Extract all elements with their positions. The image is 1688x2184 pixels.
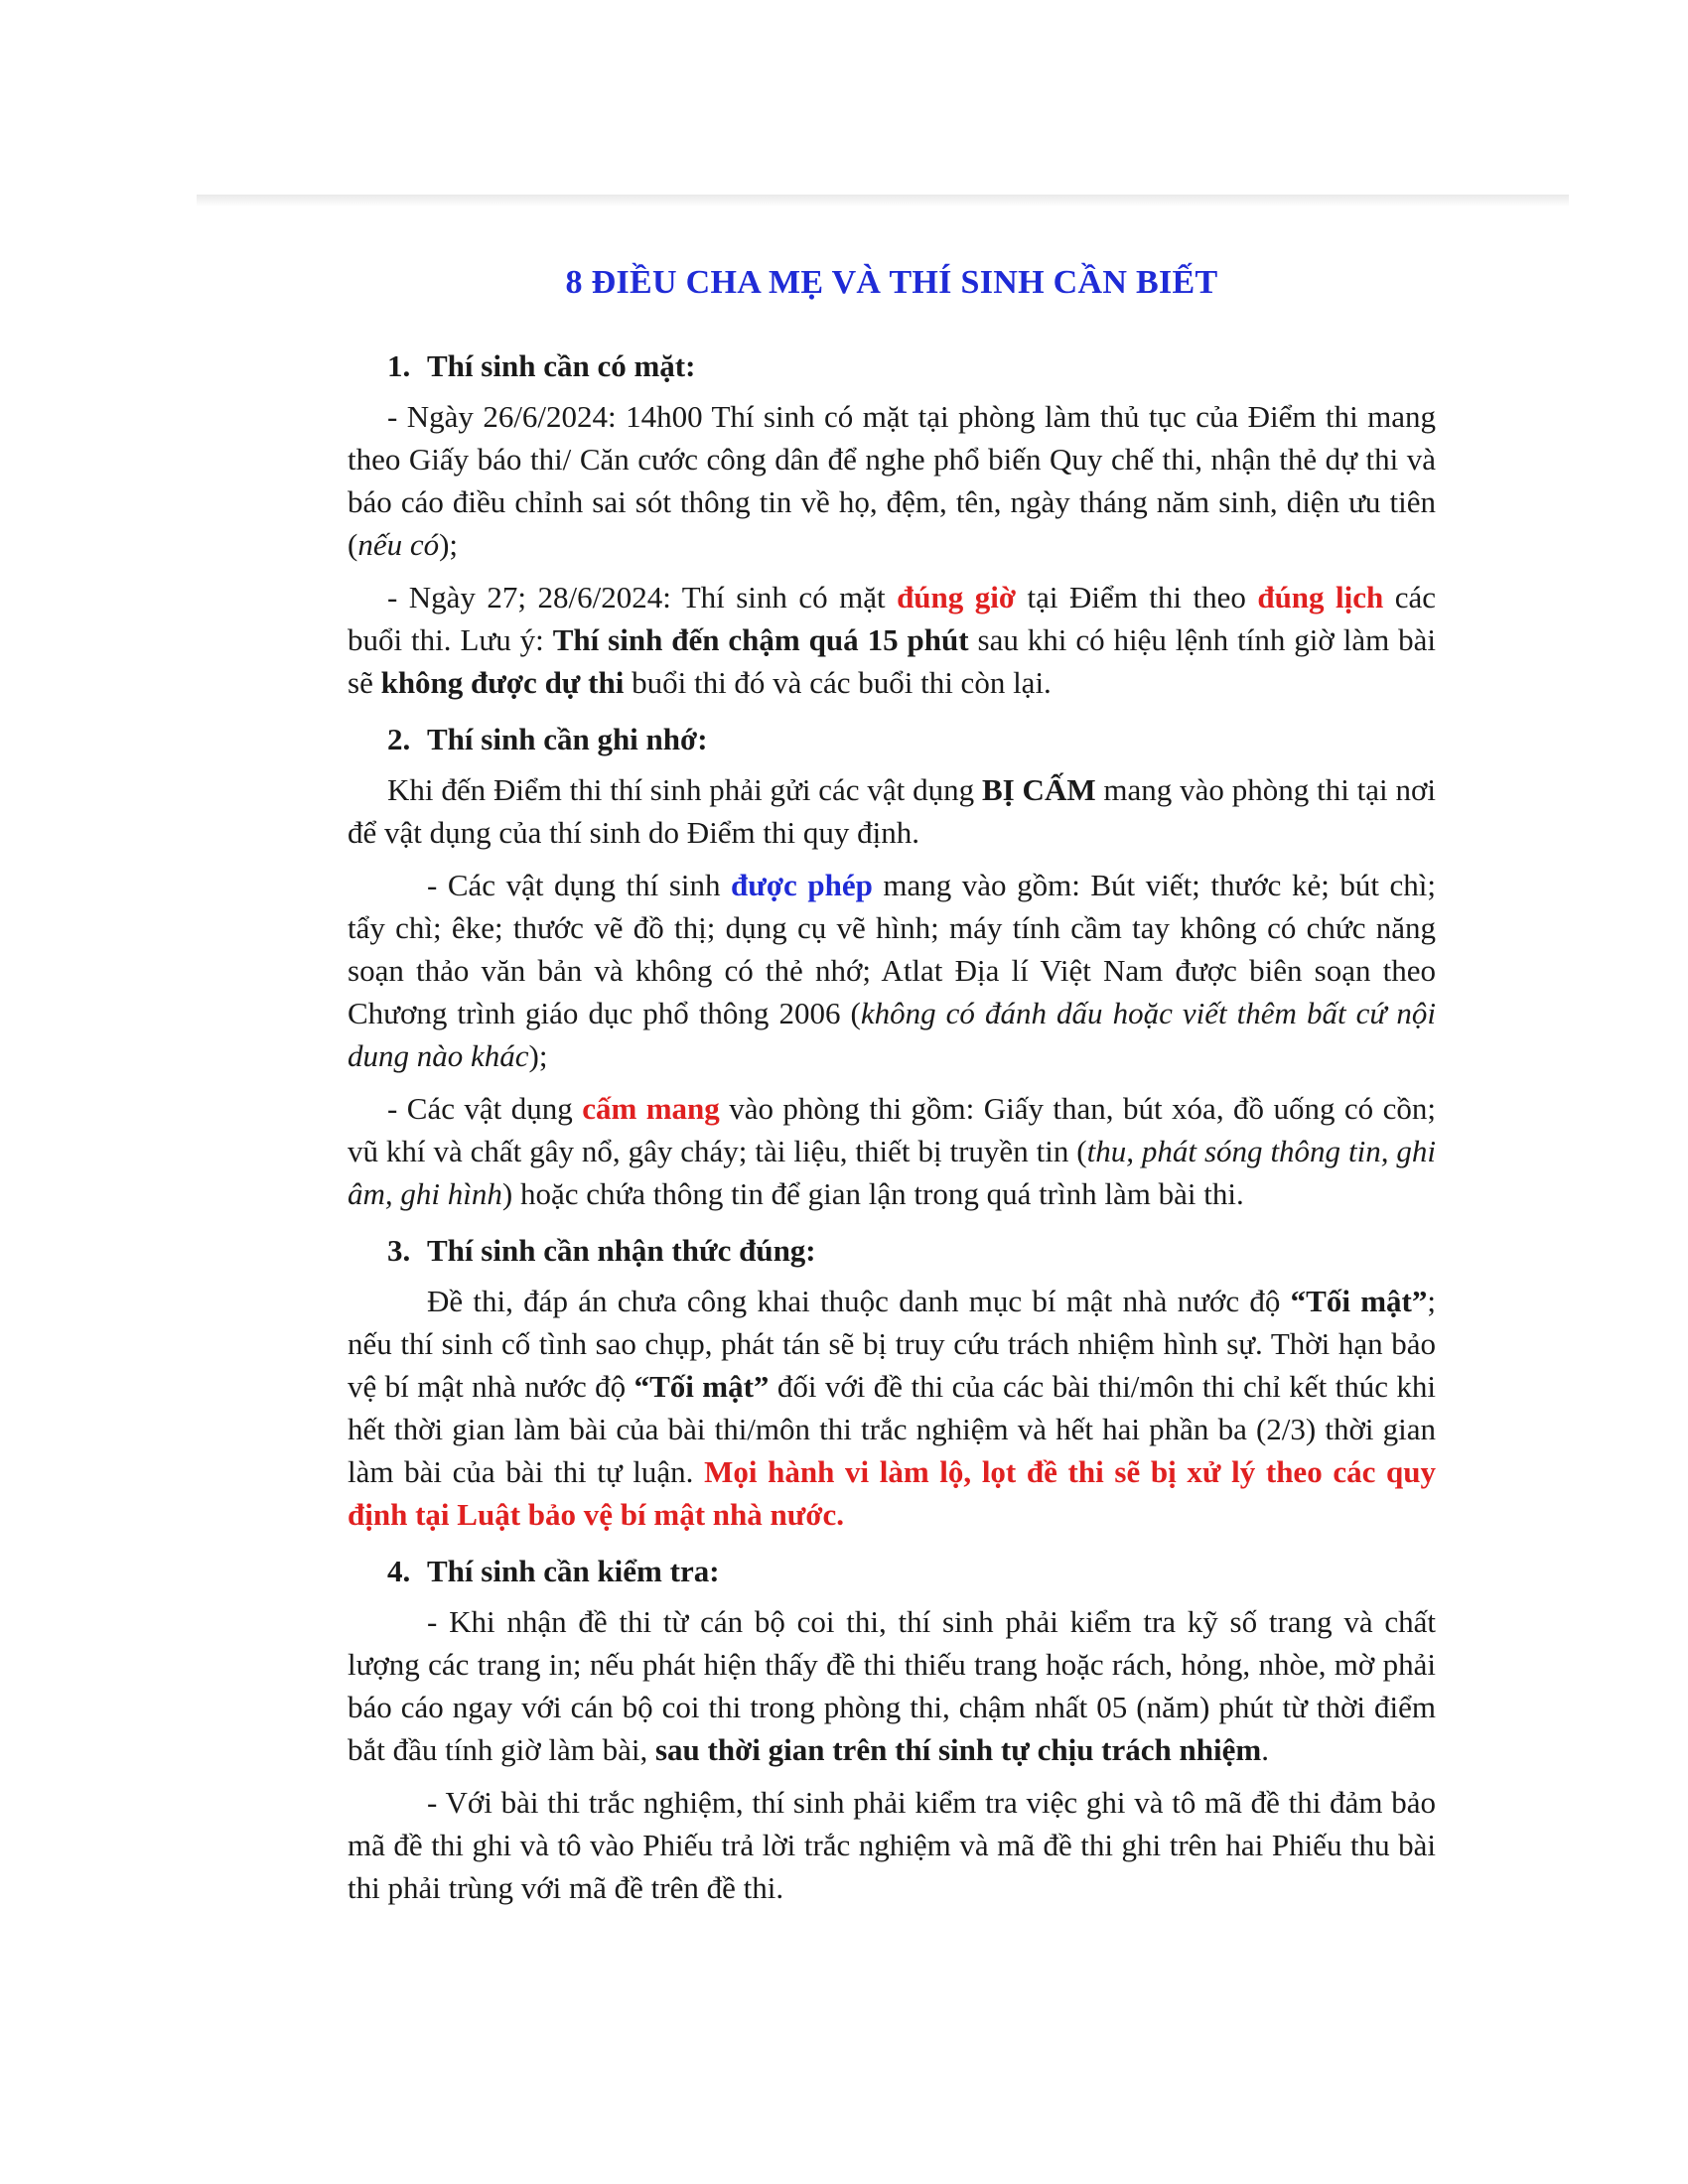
text-run: các buổi thi. Lưu ý:	[348, 580, 1436, 657]
text-run: đối với đề thi của các bài thi/môn thi chỉ kết thúc khi hết thời gian làm bài của bài thi/môn thi trắc nghiệm và hết hai phần ba (2/3) thời gian làm bài của bài thi tự luận.	[348, 1369, 1436, 1489]
paragraph	[348, 576, 1436, 704]
paragraph	[348, 1600, 1436, 1771]
red-emphasis: cấm mang	[582, 1091, 720, 1126]
bold-text: sau thời gian trên thí sinh tự chịu trách nhiệm	[654, 1732, 1262, 1767]
text-run: Đề thi, đáp án chưa công khai thuộc danh mục bí mật nhà nước độ	[427, 1284, 1291, 1318]
bold-text: Thí sinh đến chậm quá 15 phút	[552, 622, 969, 657]
section-number: 4.	[387, 1554, 411, 1588]
document-title: 8 ĐIỀU CHA MẸ VÀ THÍ SINH CẦN BIẾT	[565, 264, 1218, 301]
text-run: ; nếu thí sinh cố tình sao chụp, phát tán sẽ bị truy cứu trách nhiệm hình sự. Thời hạn bảo vệ bí mật nhà nước độ	[348, 1284, 1436, 1404]
document-body	[348, 263, 1436, 1919]
text-run: vào phòng thi gồm: Giấy than, bút xóa, đồ uống có cồn; vũ khí và chất gây nổ, gây cháy; tài liệu, thiết bị truyền tin (	[348, 1091, 1436, 1168]
text-run: - Khi nhận đề thi từ cán bộ coi thi, thí sinh phải kiểm tra kỹ số trang và chất lượng các trang in; nếu phát hiện thấy đề thi thiếu trang hoặc rách, hỏng, nhòe, mờ phải báo cáo ngay với cán bộ coi thi trong phòng thi, chậm nhất 05 (năm) phút từ thời điểm bắt đầu tính giờ làm bài,	[348, 1604, 1436, 1767]
section-title: Thí sinh cần có mặt:	[427, 348, 696, 383]
section-title: Thí sinh cần nhận thức đúng:	[427, 1233, 816, 1268]
text-run: buổi thi đó và các buổi thi còn lại.	[624, 665, 1052, 700]
bold-text: không được dự thi	[380, 665, 625, 700]
text-run: - Các vật dụng thí sinh	[427, 868, 732, 902]
paragraph	[348, 864, 1436, 1077]
blue-emphasis: được phép	[731, 868, 873, 902]
text-run: mang vào phòng thi tại nơi để vật dụng của thí sinh do Điểm thi quy định.	[348, 772, 1436, 850]
text-run: .	[1261, 1732, 1269, 1767]
text-run: - Ngày 27; 28/6/2024: Thí sinh có mặt	[387, 580, 898, 614]
red-emphasis: đúng lịch	[1257, 580, 1384, 614]
section-number: 3.	[387, 1233, 411, 1268]
section-number: 2.	[387, 722, 411, 756]
section-heading-3	[348, 1229, 1436, 1272]
bold-text: BỊ CẤM	[981, 772, 1096, 807]
text-run: mang vào gồm: Bút viết; thước kẻ; bút chì; tẩy chì; êke; thước vẽ đồ thị; dụng cụ vẽ hình; máy tính cầm tay không có chức năng soạn thảo văn bản và không có thẻ nhớ; Atlat Địa lí Việt Nam được biên soạn theo Chương trình giáo dục phổ thông 2006 (	[348, 868, 1437, 1030]
text-run: ) hoặc chứa thông tin để gian lận trong quá trình làm bài thi.	[501, 1176, 1244, 1211]
paragraph	[348, 768, 1436, 854]
text-run: );	[439, 527, 459, 562]
text-run: );	[528, 1038, 548, 1073]
section-title: Thí sinh cần kiểm tra:	[427, 1554, 720, 1588]
text-run: Khi đến Điểm thi thí sinh phải gửi các vật dụng	[387, 772, 982, 807]
paragraph	[348, 1781, 1436, 1909]
bold-text: “Tối mật”	[633, 1369, 770, 1404]
italic-text: nếu có	[357, 527, 440, 562]
italic-text: thu, phát sóng thông tin, ghi âm, ghi hình	[348, 1134, 1437, 1211]
italic-text: không có đánh dấu hoặc viết thêm bất cứ nội dung nào khác	[348, 996, 1436, 1073]
text-run: - Với bài thi trắc nghiệm, thí sinh phải kiểm tra việc ghi và tô mã đề thi đảm bảo mã đề thi ghi và tô vào Phiếu trả lời trắc nghiệm và mã đề thi ghi trên hai Phiếu thu bài thi phải trùng với mã đề trên đề thi.	[348, 1785, 1436, 1905]
section-heading-1	[348, 344, 1436, 387]
text-run: - Các vật dụng	[387, 1091, 583, 1126]
section-heading-4	[348, 1550, 1436, 1592]
red-emphasis: đúng giờ	[897, 580, 1017, 614]
page-top-edge	[197, 195, 1569, 206]
paragraph	[348, 1280, 1436, 1536]
text-run: sau khi có hiệu lệnh tính giờ làm bài sẽ	[348, 622, 1437, 700]
paragraph	[348, 1087, 1436, 1215]
text-run: tại Điểm thi theo	[1016, 580, 1258, 614]
paragraph	[348, 395, 1436, 566]
red-emphasis: Mọi hành vi làm lộ, lọt đề thi sẽ bị xử lý theo các quy định tại Luật bảo vệ bí mật nhà nước.	[348, 1454, 1436, 1532]
text-run: - Ngày 26/6/2024: 14h00 Thí sinh có mặt tại phòng làm thủ tục của Điểm thi mang theo Giấy báo thi/ Căn cước công dân để nghe phổ biến Quy chế thi, nhận thẻ dự thi và báo cáo điều chỉnh sai sót thông tin về họ, đệm, tên, ngày tháng năm sinh, diện ưu tiên (	[348, 399, 1436, 562]
bold-text: “Tối mật”	[1290, 1284, 1428, 1318]
section-heading-2	[348, 718, 1436, 760]
section-number: 1.	[387, 348, 411, 383]
section-title: Thí sinh cần ghi nhớ:	[427, 722, 708, 756]
